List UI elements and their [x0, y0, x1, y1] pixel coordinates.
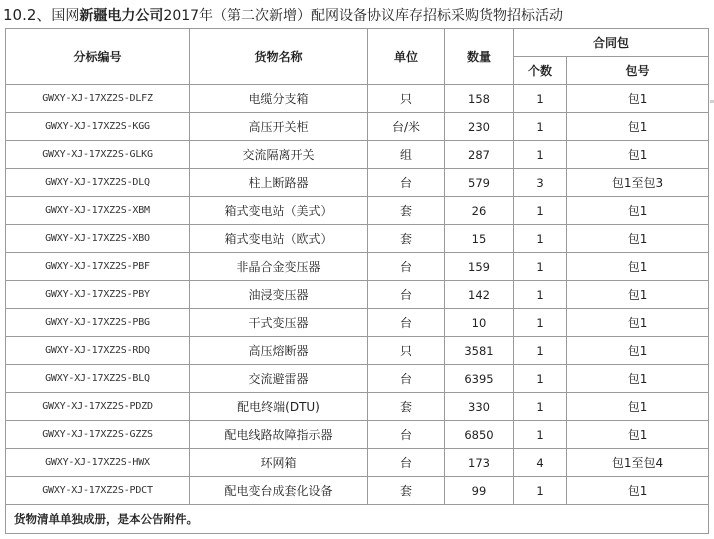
cell-name: 配电变台成套化设备: [190, 477, 368, 505]
header-name: 货物名称: [190, 29, 368, 85]
header-unit: 单位: [368, 29, 445, 85]
section-number: 10.2、: [3, 6, 52, 24]
cell-name: 交流避雷器: [190, 365, 368, 393]
footer-row: [6, 505, 709, 534]
cell-qty: 15: [445, 225, 514, 253]
cell-package: 包1: [567, 113, 709, 141]
cell-code: GWXY-XJ-17XZ2S-PDCT: [6, 477, 190, 505]
cell-count: 1: [514, 421, 567, 449]
cell-unit: 台: [368, 169, 445, 197]
table-row: [6, 393, 709, 421]
cell-name: 高压开关柜: [190, 113, 368, 141]
cell-count: 1: [514, 197, 567, 225]
cell-qty: 26: [445, 197, 514, 225]
cell-package: 包1: [567, 197, 709, 225]
cell-qty: 330: [445, 393, 514, 421]
cell-code: GWXY-XJ-17XZ2S-HWX: [6, 449, 190, 477]
cell-qty: 10: [445, 309, 514, 337]
cell-package: 包1至包4: [567, 449, 709, 477]
cell-code: GWXY-XJ-17XZ2S-DLQ: [6, 169, 190, 197]
heading-prefix: 国网: [51, 8, 80, 24]
table-row: [6, 281, 709, 309]
cell-code: GWXY-XJ-17XZ2S-PBY: [6, 281, 190, 309]
cell-name: 柱上断路器: [190, 169, 368, 197]
cell-count: 1: [514, 365, 567, 393]
cell-unit: 只: [368, 85, 445, 113]
table-row: [6, 85, 709, 113]
cell-package: 包1: [567, 253, 709, 281]
table-row: [6, 113, 709, 141]
cell-name: 配电线路故障指示器: [190, 421, 368, 449]
cell-qty: 287: [445, 141, 514, 169]
footer-note: 货物清单单独成册，是本公告附件。: [6, 505, 709, 534]
cell-qty: 159: [445, 253, 514, 281]
table-row: [6, 365, 709, 393]
cell-qty: 6850: [445, 421, 514, 449]
cell-code: GWXY-XJ-17XZ2S-XBO: [6, 225, 190, 253]
cell-unit: 台: [368, 421, 445, 449]
cell-qty: 3581: [445, 337, 514, 365]
cell-unit: 台: [368, 365, 445, 393]
cell-code: GWXY-XJ-17XZ2S-GLKG: [6, 141, 190, 169]
cell-package: 包1: [567, 281, 709, 309]
heading-company: 新疆电力公司: [79, 8, 164, 24]
cell-code: GWXY-XJ-17XZ2S-BLQ: [6, 365, 190, 393]
cell-qty: 142: [445, 281, 514, 309]
header-row-1: [6, 29, 709, 57]
cell-count: 1: [514, 253, 567, 281]
procurement-table: [5, 28, 709, 534]
cell-count: 1: [514, 225, 567, 253]
cell-name: 高压熔断器: [190, 337, 368, 365]
cell-name: 干式变压器: [190, 309, 368, 337]
cell-count: 1: [514, 113, 567, 141]
cell-code: GWXY-XJ-17XZ2S-PBG: [6, 309, 190, 337]
table-row: [6, 449, 709, 477]
cell-unit: 台/米: [368, 113, 445, 141]
cell-code: GWXY-XJ-17XZ2S-PBF: [6, 253, 190, 281]
heading-year: 2017年: [163, 8, 214, 24]
cell-code: GWXY-XJ-17XZ2S-PDZD: [6, 393, 190, 421]
cell-count: 1: [514, 141, 567, 169]
cell-name: 配电终端(DTU): [190, 393, 368, 421]
cell-package: 包1: [567, 309, 709, 337]
cell-qty: 158: [445, 85, 514, 113]
cell-qty: 173: [445, 449, 514, 477]
table-row: [6, 225, 709, 253]
cell-name: 环网箱: [190, 449, 368, 477]
cell-qty: 6395: [445, 365, 514, 393]
table-row: [6, 337, 709, 365]
cell-package: 包1至包3: [567, 169, 709, 197]
cell-code: GWXY-XJ-17XZ2S-XBM: [6, 197, 190, 225]
table-body: [6, 85, 709, 505]
header-qty: 数量: [445, 29, 514, 85]
cell-count: 3: [514, 169, 567, 197]
table-row: [6, 253, 709, 281]
cell-package: 包1: [567, 393, 709, 421]
cell-package: 包1: [567, 141, 709, 169]
cell-unit: 套: [368, 225, 445, 253]
header-code: 分标编号: [6, 29, 190, 85]
cell-count: 4: [514, 449, 567, 477]
table-row: [6, 197, 709, 225]
cell-name: 箱式变电站（美式）: [190, 197, 368, 225]
cell-qty: 579: [445, 169, 514, 197]
table-row: [6, 477, 709, 505]
table-row: [6, 169, 709, 197]
scrollbar-marker: [710, 100, 714, 103]
cell-name: 非晶合金变压器: [190, 253, 368, 281]
cell-name: 电缆分支箱: [190, 85, 368, 113]
cell-package: 包1: [567, 85, 709, 113]
header-contract-package: 合同包: [514, 29, 709, 57]
cell-name: 交流隔离开关: [190, 141, 368, 169]
cell-count: 1: [514, 337, 567, 365]
table-row: [6, 421, 709, 449]
cell-qty: 230: [445, 113, 514, 141]
cell-code: GWXY-XJ-17XZ2S-RDQ: [6, 337, 190, 365]
cell-unit: 套: [368, 197, 445, 225]
cell-package: 包1: [567, 337, 709, 365]
cell-package: 包1: [567, 421, 709, 449]
header-package-no: 包号: [567, 57, 709, 85]
cell-unit: 套: [368, 477, 445, 505]
section-heading: [3, 4, 563, 26]
cell-unit: 组: [368, 141, 445, 169]
cell-unit: 台: [368, 449, 445, 477]
cell-package: 包1: [567, 225, 709, 253]
cell-package: 包1: [567, 365, 709, 393]
cell-package: 包1: [567, 477, 709, 505]
cell-code: GWXY-XJ-17XZ2S-GZZS: [6, 421, 190, 449]
table-row: [6, 309, 709, 337]
cell-code: GWXY-XJ-17XZ2S-KGG: [6, 113, 190, 141]
cell-name: 油浸变压器: [190, 281, 368, 309]
cell-unit: 台: [368, 309, 445, 337]
cell-count: 1: [514, 309, 567, 337]
cell-qty: 99: [445, 477, 514, 505]
cell-unit: 套: [368, 393, 445, 421]
cell-name: 箱式变电站（欧式）: [190, 225, 368, 253]
cell-count: 1: [514, 393, 567, 421]
cell-count: 1: [514, 85, 567, 113]
cell-code: GWXY-XJ-17XZ2S-DLFZ: [6, 85, 190, 113]
heading-title: （第二次新增）配网设备协议库存招标采购货物招标活动: [213, 8, 564, 24]
table-row: [6, 141, 709, 169]
cell-count: 1: [514, 477, 567, 505]
header-count: 个数: [514, 57, 567, 85]
cell-unit: 台: [368, 253, 445, 281]
cell-unit: 台: [368, 281, 445, 309]
cell-unit: 只: [368, 337, 445, 365]
cell-count: 1: [514, 281, 567, 309]
